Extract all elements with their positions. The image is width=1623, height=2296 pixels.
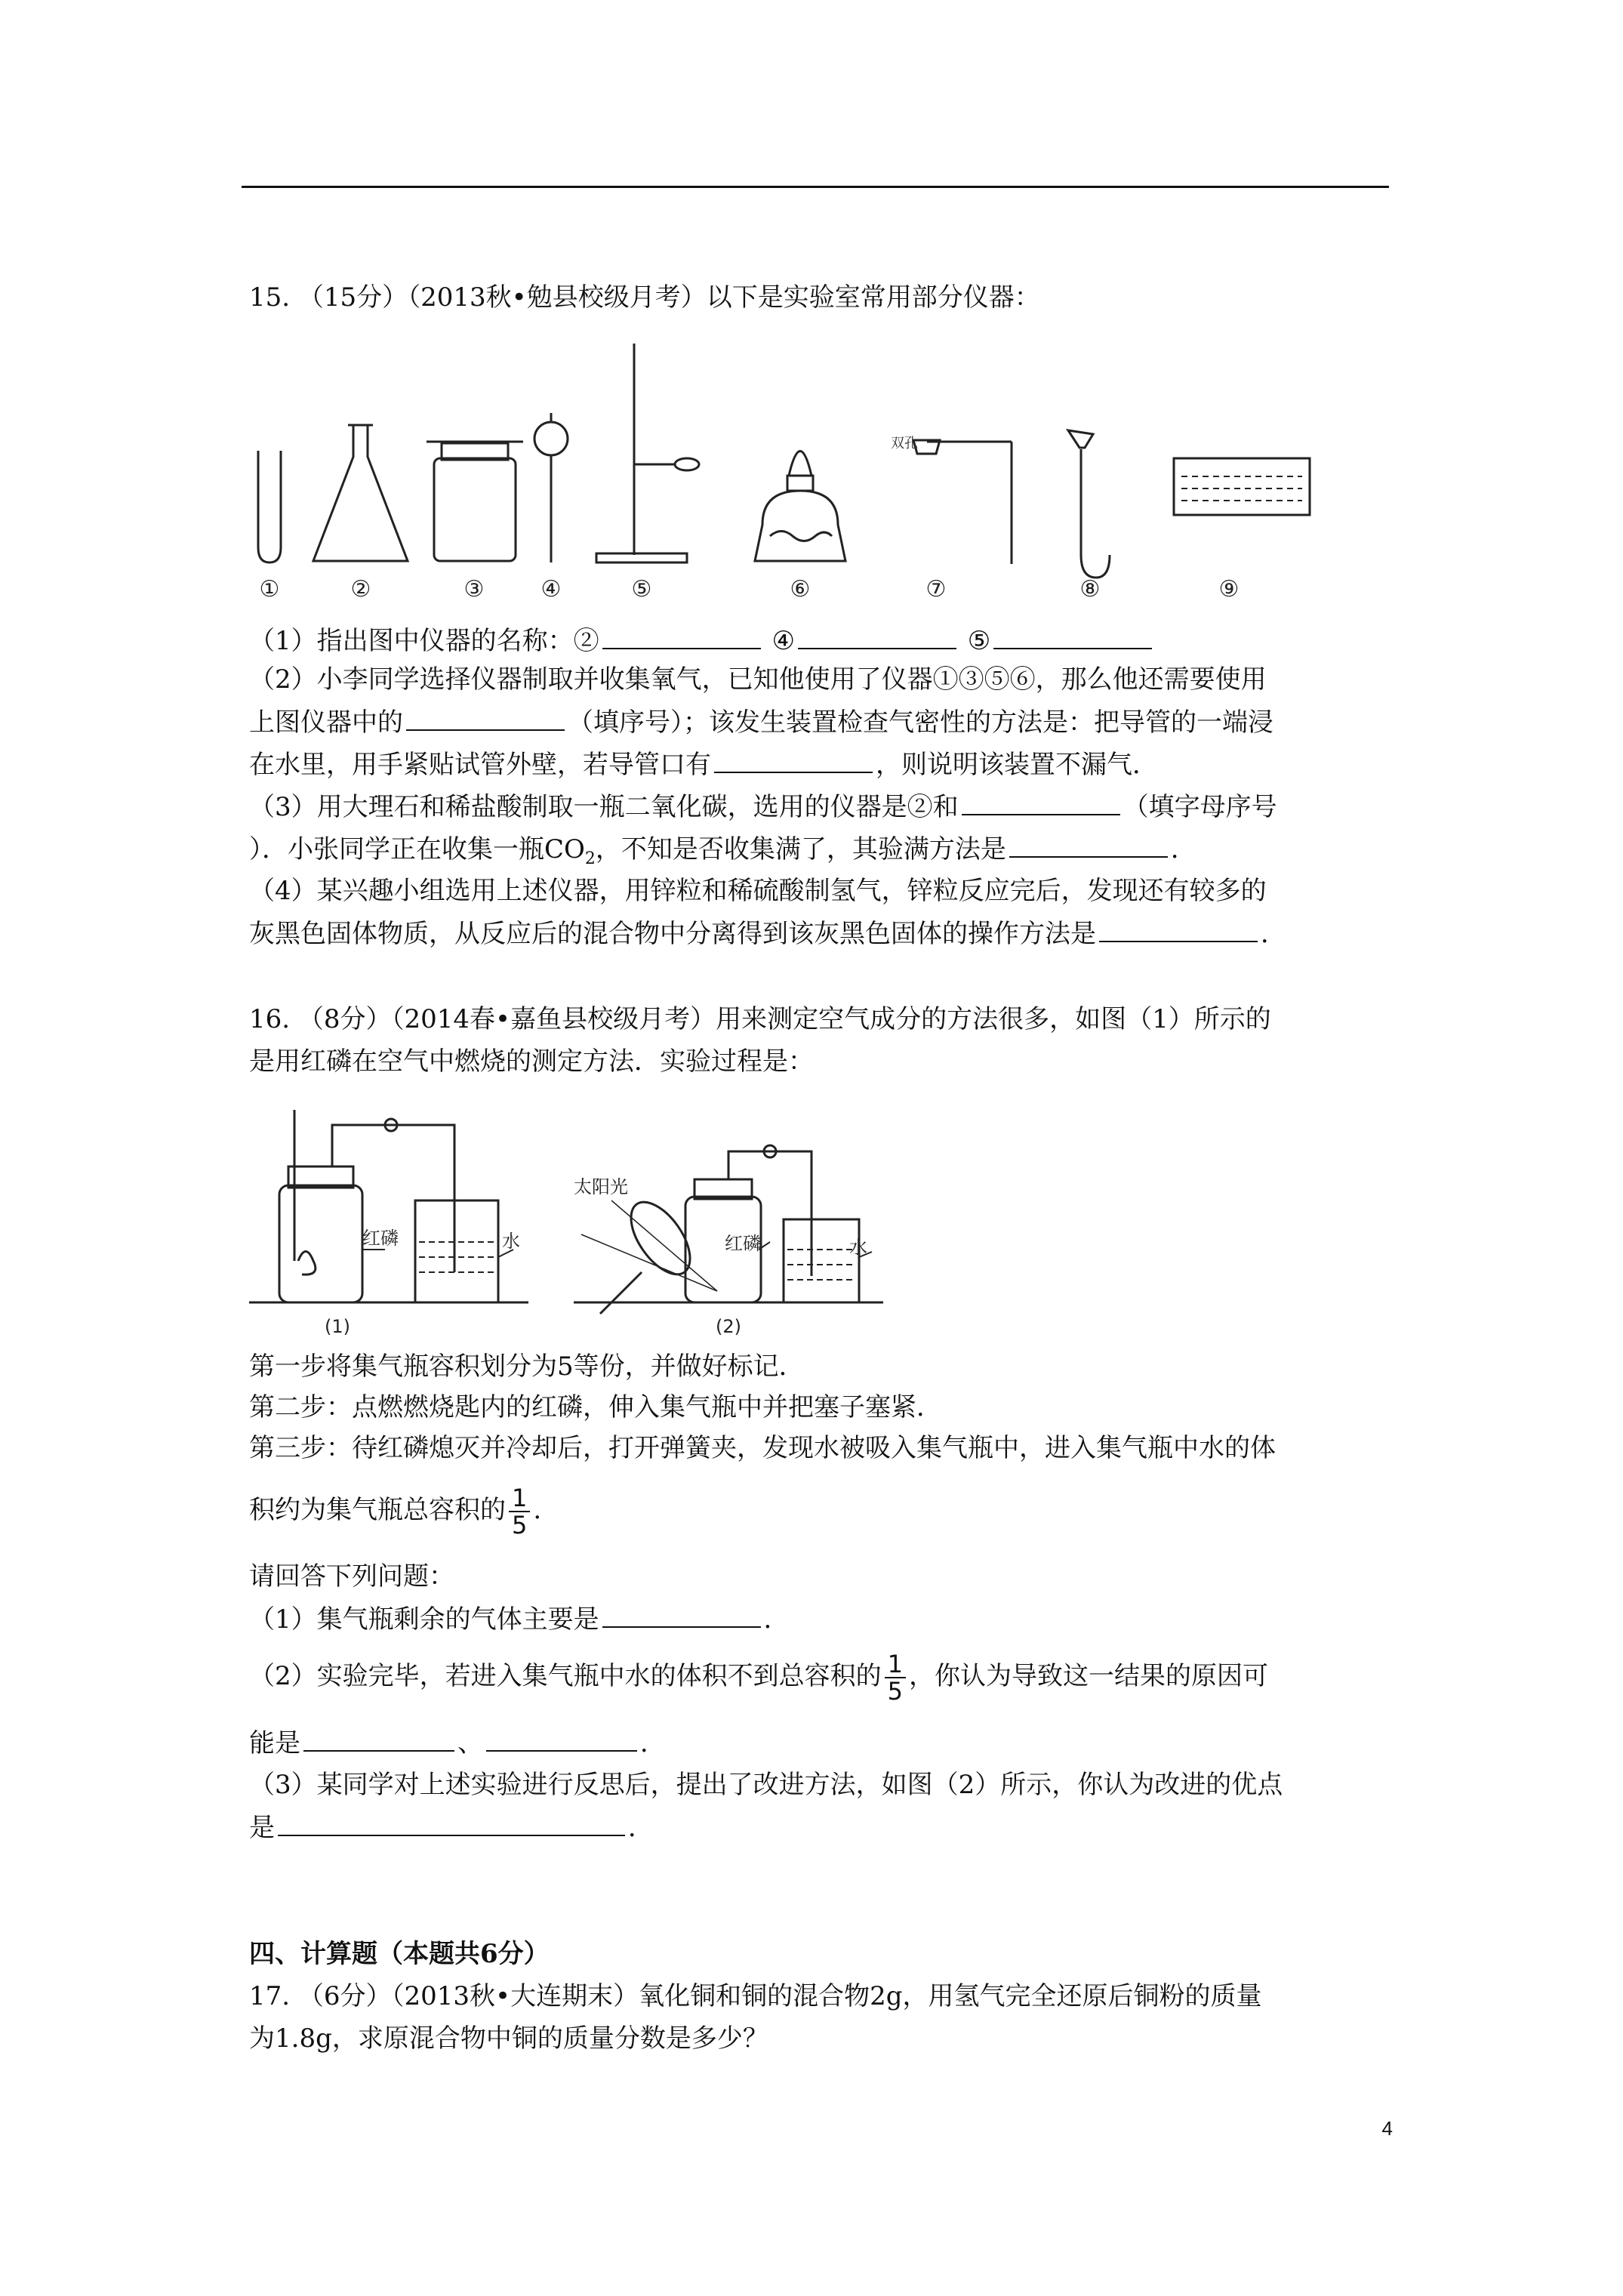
fig-label-2: (2) [716,1316,741,1337]
q15-part4-line1: （4）某兴趣小组选用上述仪器，用锌粒和稀硫酸制氢气，锌粒反应完后，发现还有较多的 [249,876,1267,906]
label-7: ⑦ [925,576,947,603]
q15-part3-line1: （3）用大理石和稀盐酸制取一瓶二氧化碳，选用的仪器是②和 （填字母序号 [249,792,1277,822]
fraction-one-fifth: $\frac{1}{5}$ [509,1485,530,1538]
label-red-phosphorus-1: 红磷 [362,1228,399,1249]
fig-label-1: (1) [325,1316,350,1337]
page-number: 4 [1381,2117,1393,2140]
answer-blank[interactable] [993,625,1152,649]
magnifier-lens [620,1192,702,1284]
q16-answer2-line2: 能是 、 ． [249,1728,666,1758]
label-9: ⑨ [1218,576,1240,603]
alcohol-lamp-drawing [755,491,845,561]
q15-part2-line1: （2）小李同学选择仪器制取并收集氧气，已知他使用了仪器①③⑤⑥，那么他还需要使用 [249,664,1267,695]
q16-answer2-line1: （2）实验完毕，若进入集气瓶中水的体积不到总容积的 $\frac{1}{5}$ ，你认为导致这一结果的原因可 [249,1650,1268,1706]
label-2: ② [350,576,371,603]
wide-mouth-bottle-drawing [434,458,516,561]
q16-experiment-figure [242,1087,883,1344]
q16-step3-line2: 积约为集气瓶总容积的 $\frac{1}{5}$ . [249,1484,542,1539]
q15-apparatus-figure [242,328,1374,608]
separatory-funnel-drawing [534,422,568,455]
beaker-2 [784,1219,859,1302]
answer-blank[interactable] [714,749,873,773]
answer-blank[interactable] [278,1812,625,1836]
q16-step1: 第一步将集气瓶容积划分为5等份，并做好标记． [249,1351,805,1382]
tag-double-hole: 双孔 [891,436,918,451]
answer-blank[interactable] [406,707,565,731]
label-sunlight: 太阳光 [574,1176,628,1197]
answer-blank[interactable] [1009,834,1168,858]
answer-blank[interactable] [962,791,1120,815]
q15-part2-line3: 在水里，用手紧贴试管外壁，若导管口有 ，则说明该装置不漏气． [249,750,1158,780]
bent-tube-drawing [1068,430,1093,448]
label-8: ⑧ [1079,576,1101,603]
test-tube-drawing [258,451,281,562]
header-rule [242,186,1389,188]
label-1: ① [259,576,280,603]
q16-answer3-line2: 是 ． [249,1813,654,1843]
q16-step3-line1: 第三步：待红磷熄灭并冷却后，打开弹簧夹，发现水被吸入集气瓶中，进入集气瓶中水的体 [249,1433,1276,1463]
q15-part2-line2: 上图仪器中的 （填序号）；该发生装置检查气密性的方法是：把导管的一端浸 [249,707,1273,738]
label-3: ③ [463,576,485,603]
section4-heading: 四、计算题（本题共6分） [249,1939,550,1969]
q16-intro-line2: 是用红磷在空气中燃烧的测定方法．实验过程是： [249,1046,814,1077]
gas-bottle-1 [279,1185,362,1302]
label-water-2: 水 [849,1237,867,1258]
q17-line2: 为1.8g，求原混合物中铜的质量分数是多少？ [249,2023,768,2054]
q16-intro-line1: 16. （8分）（2014春•嘉鱼县校级月考）用来测定空气成分的方法很多，如图（1）所示的 [249,1004,1271,1034]
answer-blank[interactable] [602,1604,761,1628]
label-5: ⑤ [631,576,652,603]
answer-blank[interactable] [798,625,956,649]
answer-blank[interactable] [602,625,761,649]
q15-part1: （1）指出图中仪器的名称：② ④ ⑤ [249,625,1155,656]
q16-answer1: （1）集气瓶剩余的气体主要是 ． [249,1604,790,1635]
label-6: ⑥ [790,576,811,603]
q15-part3-line2: ）．小张同学正在收集一瓶$CO_2$，不知是否收集满了，其验满方法是 ． [249,834,1196,868]
label-4: ④ [540,576,562,603]
q17-line1: 17. （6分）（2013秋•大连期末）氧化铜和铜的混合物2g，用氢气完全还原后铜粉的质量 [249,1981,1262,2011]
label-red-phosphorus-2: 红磷 [725,1233,761,1254]
q16-ask: 请回答下列问题： [249,1561,454,1592]
label-water-1: 水 [502,1231,520,1252]
q16-step2: 第二步：点燃燃烧匙内的红磷，伸入集气瓶中并把塞子塞紧． [249,1392,942,1422]
conical-flask-drawing [313,425,408,561]
answer-blank[interactable] [486,1727,637,1752]
fraction-one-fifth: $\frac{1}{5}$ [885,1651,906,1704]
beaker-1 [415,1200,498,1302]
q15-intro: 15. （15分）（2013秋•勉县校级月考）以下是实验室常用部分仪器： [249,282,1040,313]
q16-answer3-line1: （3）某同学对上述实验进行反思后，提出了改进方法，如图（2）所示，你认为改进的优点 [249,1770,1283,1800]
answer-blank[interactable] [303,1727,454,1752]
answer-blank[interactable] [1099,918,1258,942]
trough-drawing [1174,458,1310,515]
q15-part4-line2: 灰黑色固体物质，从反应后的混合物中分离得到该灰黑色固体的操作方法是 ． [249,919,1286,949]
